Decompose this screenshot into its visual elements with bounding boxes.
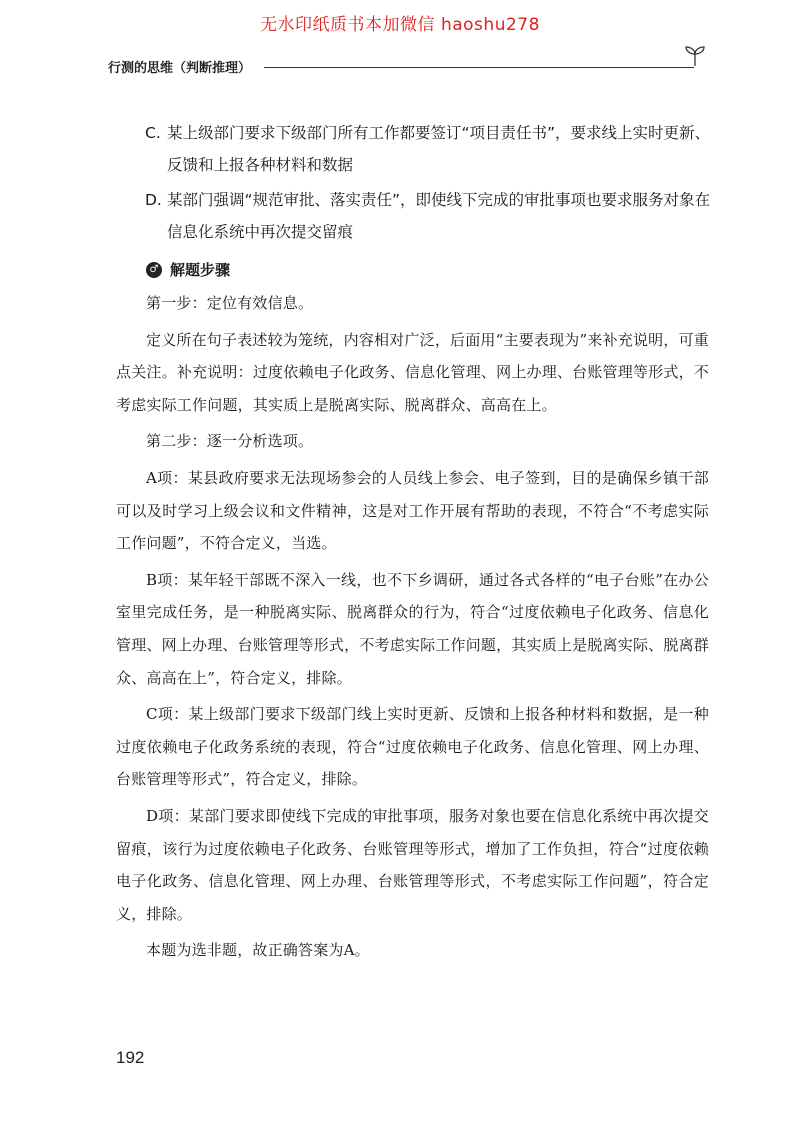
option-letter: C. (145, 124, 161, 142)
page-number: 192 (116, 1048, 145, 1067)
option-c (145, 117, 715, 181)
solution-body (116, 287, 709, 971)
paragraph-option-a: A项：某县政府要求无法现场参会的人员线上参会、电子签到，目的是确保乡镇干部可以及时学习上级会议和文件精神，这是对工作开展有帮助的表现，不符合“不考虑实际工作问题”，不符合定义，当选。 (116, 468, 709, 553)
sprout-icon (682, 43, 708, 71)
header-title: 行测的思维（判断推理） (108, 61, 252, 76)
watermark: 无水印纸质书本加微信 haoshu278 (260, 15, 540, 35)
option-letter: D. (145, 191, 162, 209)
paragraph-step-1: 第一步：定位有效信息。 (146, 294, 314, 312)
paragraph-answer: 本题为选非题，故正确答案为A。 (146, 941, 370, 960)
paragraph-step-2: 第二步：逐一分析选项。 (146, 432, 314, 451)
answer-options (145, 117, 715, 251)
paragraph-definition: 定义所在句子表述较为笼统，内容相对广泛，后面用“主要表现为”来补充说明，可重点关注。补充说明：过度依赖电子化政务、信息化管理、网上办理、台账管理等形式，不考虑实际工作问题，其实质上是脱离实际、脱离群众、高高在上。 (116, 330, 709, 414)
option-d (145, 184, 715, 248)
paragraph-option-b: B项：某年轻干部既不深入一线，也不下乡调研，通过各式各样的“电子台账”在办公室里完成任务，是一种脱离实际、脱离群众的行为，符合“过度依赖电子化政务、信息化管理、网上办理、台账管理等形式，不考虑实际工作问题，其实质上是脱离实际、脱离群众、高高在上”，符合定义，排除。 (116, 570, 709, 687)
option-text: 某上级部门要求下级部门所有工作都要签订“项目责任书”，要求线上实时更新、反馈和上报各种材料和数据 (167, 124, 711, 174)
option-text: 某部门强调“规范审批、落实责任”，即使线下完成的审批事项也要求服务对象在信息化系统中再次提交留痕 (167, 191, 711, 241)
section-badge-icon: ♂ (146, 262, 162, 278)
running-header (108, 57, 708, 79)
header-rule (264, 67, 694, 68)
section-title: 解题步骤 (170, 261, 231, 279)
paragraph-option-d: D项：某部门要求即使线下完成的审批事项，服务对象也要在信息化系统中再次提交留痕，该行为过度依赖电子化政务、台账管理等形式，增加了工作负担，符合“过度依赖电子化政务、信息化管理、网上办理、台账管理等形式，不考虑实际工作问题”，符合定义，排除。 (116, 806, 709, 923)
section-heading (146, 259, 230, 280)
paragraph-option-c: C项：某上级部门要求下级部门线上实时更新、反馈和上报各种材料和数据，是一种过度依赖电子化政务系统的表现，符合“过度依赖电子化政务、信息化管理、网上办理、台账管理等形式”，符合定义，排除。 (116, 705, 709, 789)
